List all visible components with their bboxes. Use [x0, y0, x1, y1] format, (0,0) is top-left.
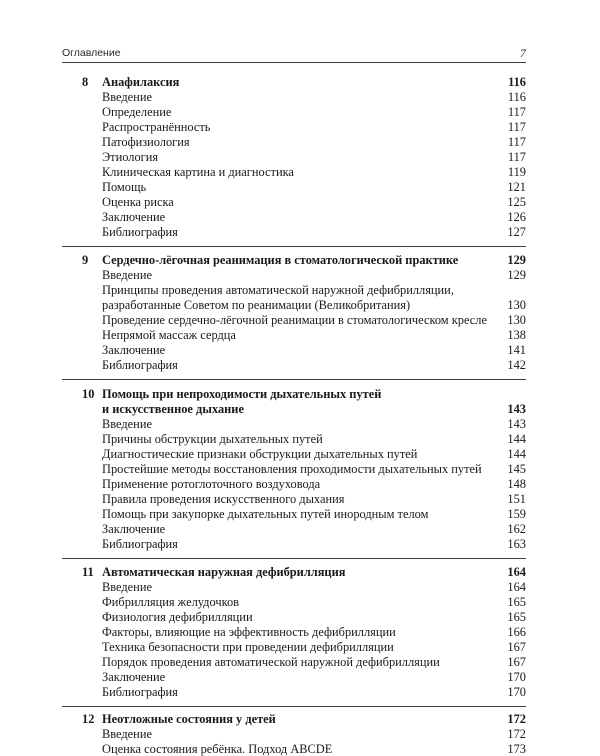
entry-title: Введение	[102, 417, 152, 431]
entry-title: Введение	[102, 580, 152, 594]
entry-page: 145	[507, 462, 526, 476]
entry-page: 166	[507, 625, 526, 639]
entry-page: 130	[507, 298, 526, 312]
entry-title: Оценка риска	[102, 195, 174, 209]
entry-title: Распространённость	[102, 120, 211, 134]
entry-page: 151	[507, 492, 526, 506]
entry-title: Диагностические признаки обструкции дыхательных путей	[102, 447, 418, 461]
entry-page: 167	[507, 640, 526, 654]
entry-title: Заключение	[102, 670, 166, 684]
entry-title: Введение	[102, 727, 152, 741]
entry-page: 172	[507, 727, 526, 741]
entry-title: Помощь	[102, 180, 147, 194]
entry-title: Непрямой массаж сердца	[102, 328, 236, 342]
entry-page: 117	[507, 150, 526, 164]
chapter-number: 11	[82, 565, 94, 579]
entry-page: 119	[507, 165, 526, 179]
entry-page: 162	[507, 522, 526, 536]
chapter-page: 164	[507, 565, 526, 579]
entry-title: Порядок проведения автоматической наружной дефибрилляции	[102, 655, 440, 669]
header-rule	[62, 62, 526, 63]
chapter-page: 172	[507, 712, 526, 726]
entry-page: 144	[507, 447, 526, 461]
entry-title: Заключение	[102, 522, 166, 536]
entry-title: разработанные Советом по реанимации (Великобритания)	[102, 298, 411, 312]
entry-title: Этиология	[102, 150, 159, 164]
chapter-number: 12	[82, 712, 95, 726]
entry-page: 163	[507, 537, 526, 551]
entry-page: 117	[507, 105, 526, 119]
entry-title: Заключение	[102, 343, 166, 357]
entry-title: Правила проведения искусственного дыхания	[102, 492, 345, 506]
entry-page: 148	[507, 477, 526, 491]
entry-page: 117	[507, 120, 526, 134]
chapter-number: 8	[82, 75, 89, 89]
entry-page: 173	[507, 742, 526, 756]
chapter-title: Автоматическая наружная дефибрилляция	[102, 565, 346, 579]
chapter-divider	[62, 706, 526, 707]
entry-page: 138	[507, 328, 526, 342]
entry-title: Библиография	[102, 358, 178, 372]
chapter-number: 10	[82, 387, 95, 401]
entry-title: Клиническая картина и диагностика	[102, 165, 294, 179]
entry-title: Библиография	[102, 225, 178, 239]
entry-page: 127	[507, 225, 526, 239]
entry-page: 170	[507, 670, 526, 684]
chapter-divider	[62, 379, 526, 380]
entry-page: 125	[507, 195, 526, 209]
entry-title: Проведение сердечно-лёгочной реанимации в стоматологическом кресле	[102, 313, 487, 327]
chapter-divider	[62, 558, 526, 559]
entry-page: 142	[507, 358, 526, 372]
running-header	[62, 47, 526, 63]
chapter-page: 143	[507, 402, 526, 416]
entry-title: Физиология дефибрилляции	[102, 610, 253, 624]
entry-title: Определение	[102, 105, 172, 119]
entry-page: 117	[507, 135, 526, 149]
entry-page: 167	[507, 655, 526, 669]
entry-page: 143	[507, 417, 526, 431]
entry-page: 144	[507, 432, 526, 446]
chapter-title: Неотложные состояния у детей	[102, 712, 276, 726]
entry-title: Введение	[102, 90, 152, 104]
entry-title: Библиография	[102, 537, 178, 551]
chapter-title: Помощь при непроходимости дыхательных путей	[102, 387, 382, 401]
running-header-page-number: 7	[520, 46, 526, 60]
entry-page: 165	[507, 595, 526, 609]
running-header-title: Оглавление	[62, 47, 121, 59]
entry-page: 130	[507, 313, 526, 327]
entry-title: Патофизиология	[102, 135, 190, 149]
entry-title: Библиография	[102, 685, 178, 699]
chapter-page: 116	[508, 75, 526, 89]
entry-page: 121	[507, 180, 526, 194]
chapter-divider	[62, 246, 526, 247]
entry-title: Простейшие методы восстановления проходимости дыхательных путей	[102, 462, 482, 476]
entry-title: Принципы проведения автоматической наружной дефибрилляции,	[102, 283, 454, 297]
entry-title: Применение ротоглоточного воздуховода	[102, 477, 321, 491]
entry-page: 129	[507, 268, 526, 282]
entry-title: Заключение	[102, 210, 166, 224]
entry-page: 164	[507, 580, 526, 594]
entry-page: 159	[507, 507, 526, 521]
entry-title: Техника безопасности при проведении дефибрилляции	[102, 640, 394, 654]
entry-title: Оценка состояния ребёнка. Подход ABCDE	[102, 742, 333, 756]
entry-page: 165	[507, 610, 526, 624]
entry-title: Причины обструкции дыхательных путей	[102, 432, 323, 446]
entry-page: 141	[507, 343, 526, 357]
chapter-title: Анафилаксия	[102, 75, 180, 89]
chapter-number: 9	[82, 253, 89, 267]
entry-page: 116	[507, 90, 526, 104]
entry-page: 170	[507, 685, 526, 699]
entry-page: 126	[507, 210, 526, 224]
entry-title: Введение	[102, 268, 152, 282]
chapter-page: 129	[507, 253, 526, 267]
chapter-title-continued: и искусственное дыхание	[102, 402, 244, 416]
entry-title: Факторы, влияющие на эффективность дефибрилляции	[102, 625, 396, 639]
chapter-title: Сердечно-лёгочная реанимация в стоматологической практике	[102, 253, 459, 267]
entry-title: Помощь при закупорке дыхательных путей инородным телом	[102, 507, 429, 521]
entry-title: Фибрилляция желудочков	[102, 595, 240, 609]
